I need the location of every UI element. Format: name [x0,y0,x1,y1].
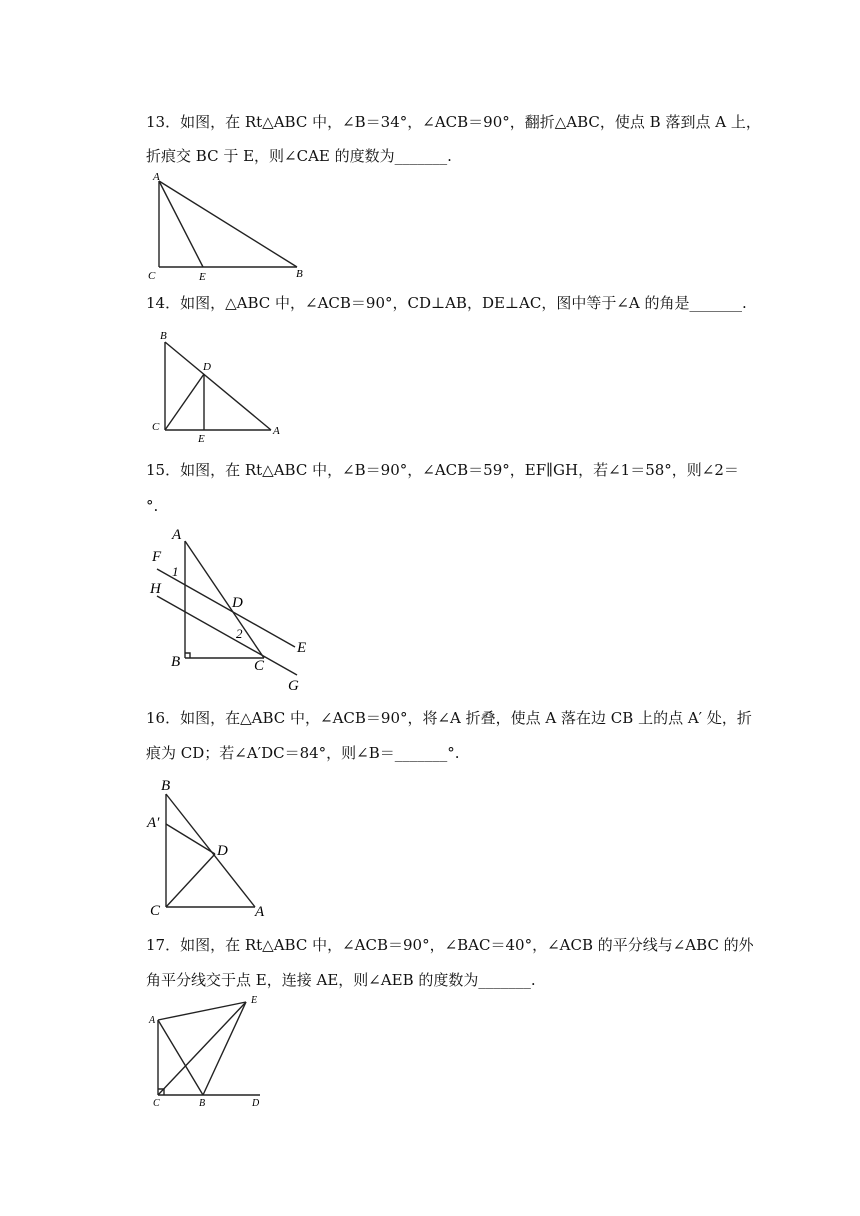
label-C: C [254,658,265,674]
label-B: B [160,330,167,342]
problem-16-figure [140,772,280,922]
label-D: D [252,1098,260,1109]
problem-13-line-2: 折痕交 BC 于 E，则∠CAE 的度数为_______. [146,147,452,165]
problem-15-figure [140,525,320,697]
problem-16-line-2: 痕为 CD；若∠A′DC＝84°，则∠B＝_______°. [146,744,460,762]
problem-16-line-1: 16．如图，在△ABC 中，∠ACB＝90°，将∠A 折叠，使点 A 落在边 CB 上的点 A′ 处，折 [146,709,752,727]
label-C: C [152,421,160,433]
label-angle-2: 2 [236,626,243,641]
label-D: D [217,843,228,859]
problem-13-line-1: 13．如图，在 Rt△ABC 中，∠B＝34°，∠ACB＝90°，翻折△ABC，使点 B 落到点 A 上， [146,113,761,131]
problem-14-figure [145,326,295,444]
label-angle-1: 1 [172,564,179,579]
label-H: H [150,581,161,597]
label-A: A [273,425,280,437]
label-A-prime: A′ [147,815,160,831]
label-C: C [153,1098,160,1109]
label-D: D [232,595,243,611]
label-B: B [161,778,171,794]
problem-17-figure [140,992,290,1112]
label-C: C [150,903,161,919]
label-E: E [199,271,206,283]
problem-17-line-2: 角平分线交于点 E，连接 AE，则∠AEB 的度数为_______. [146,971,536,989]
label-E: E [198,433,205,444]
label-A: A [153,171,160,183]
problem-17-line-1: 17．如图，在 Rt△ABC 中，∠ACB＝90°，∠BAC＝40°，∠ACB 的平分线与∠ABC 的外 [146,936,754,954]
label-F: F [152,549,162,565]
problem-15-line-1: 15．如图，在 Rt△ABC 中，∠B＝90°，∠ACB＝59°，EF∥GH，若∠1＝58°，则∠2＝ [146,461,739,479]
label-D: D [203,361,211,373]
label-A: A [255,904,265,920]
label-B: B [171,654,181,670]
label-A: A [149,1015,156,1026]
label-C: C [148,270,156,282]
label-B: B [199,1098,206,1109]
label-A: A [172,527,182,543]
label-B: B [296,268,303,280]
label-E: E [251,995,258,1006]
problem-13-figure [140,168,320,283]
problem-14-line-1: 14．如图，△ABC 中，∠ACB＝90°，CD⊥AB，DE⊥AC，图中等于∠A 的角是_______. [146,294,747,312]
label-G: G [288,678,299,694]
problem-15-line-2: °. [146,497,159,515]
label-E: E [297,640,307,656]
